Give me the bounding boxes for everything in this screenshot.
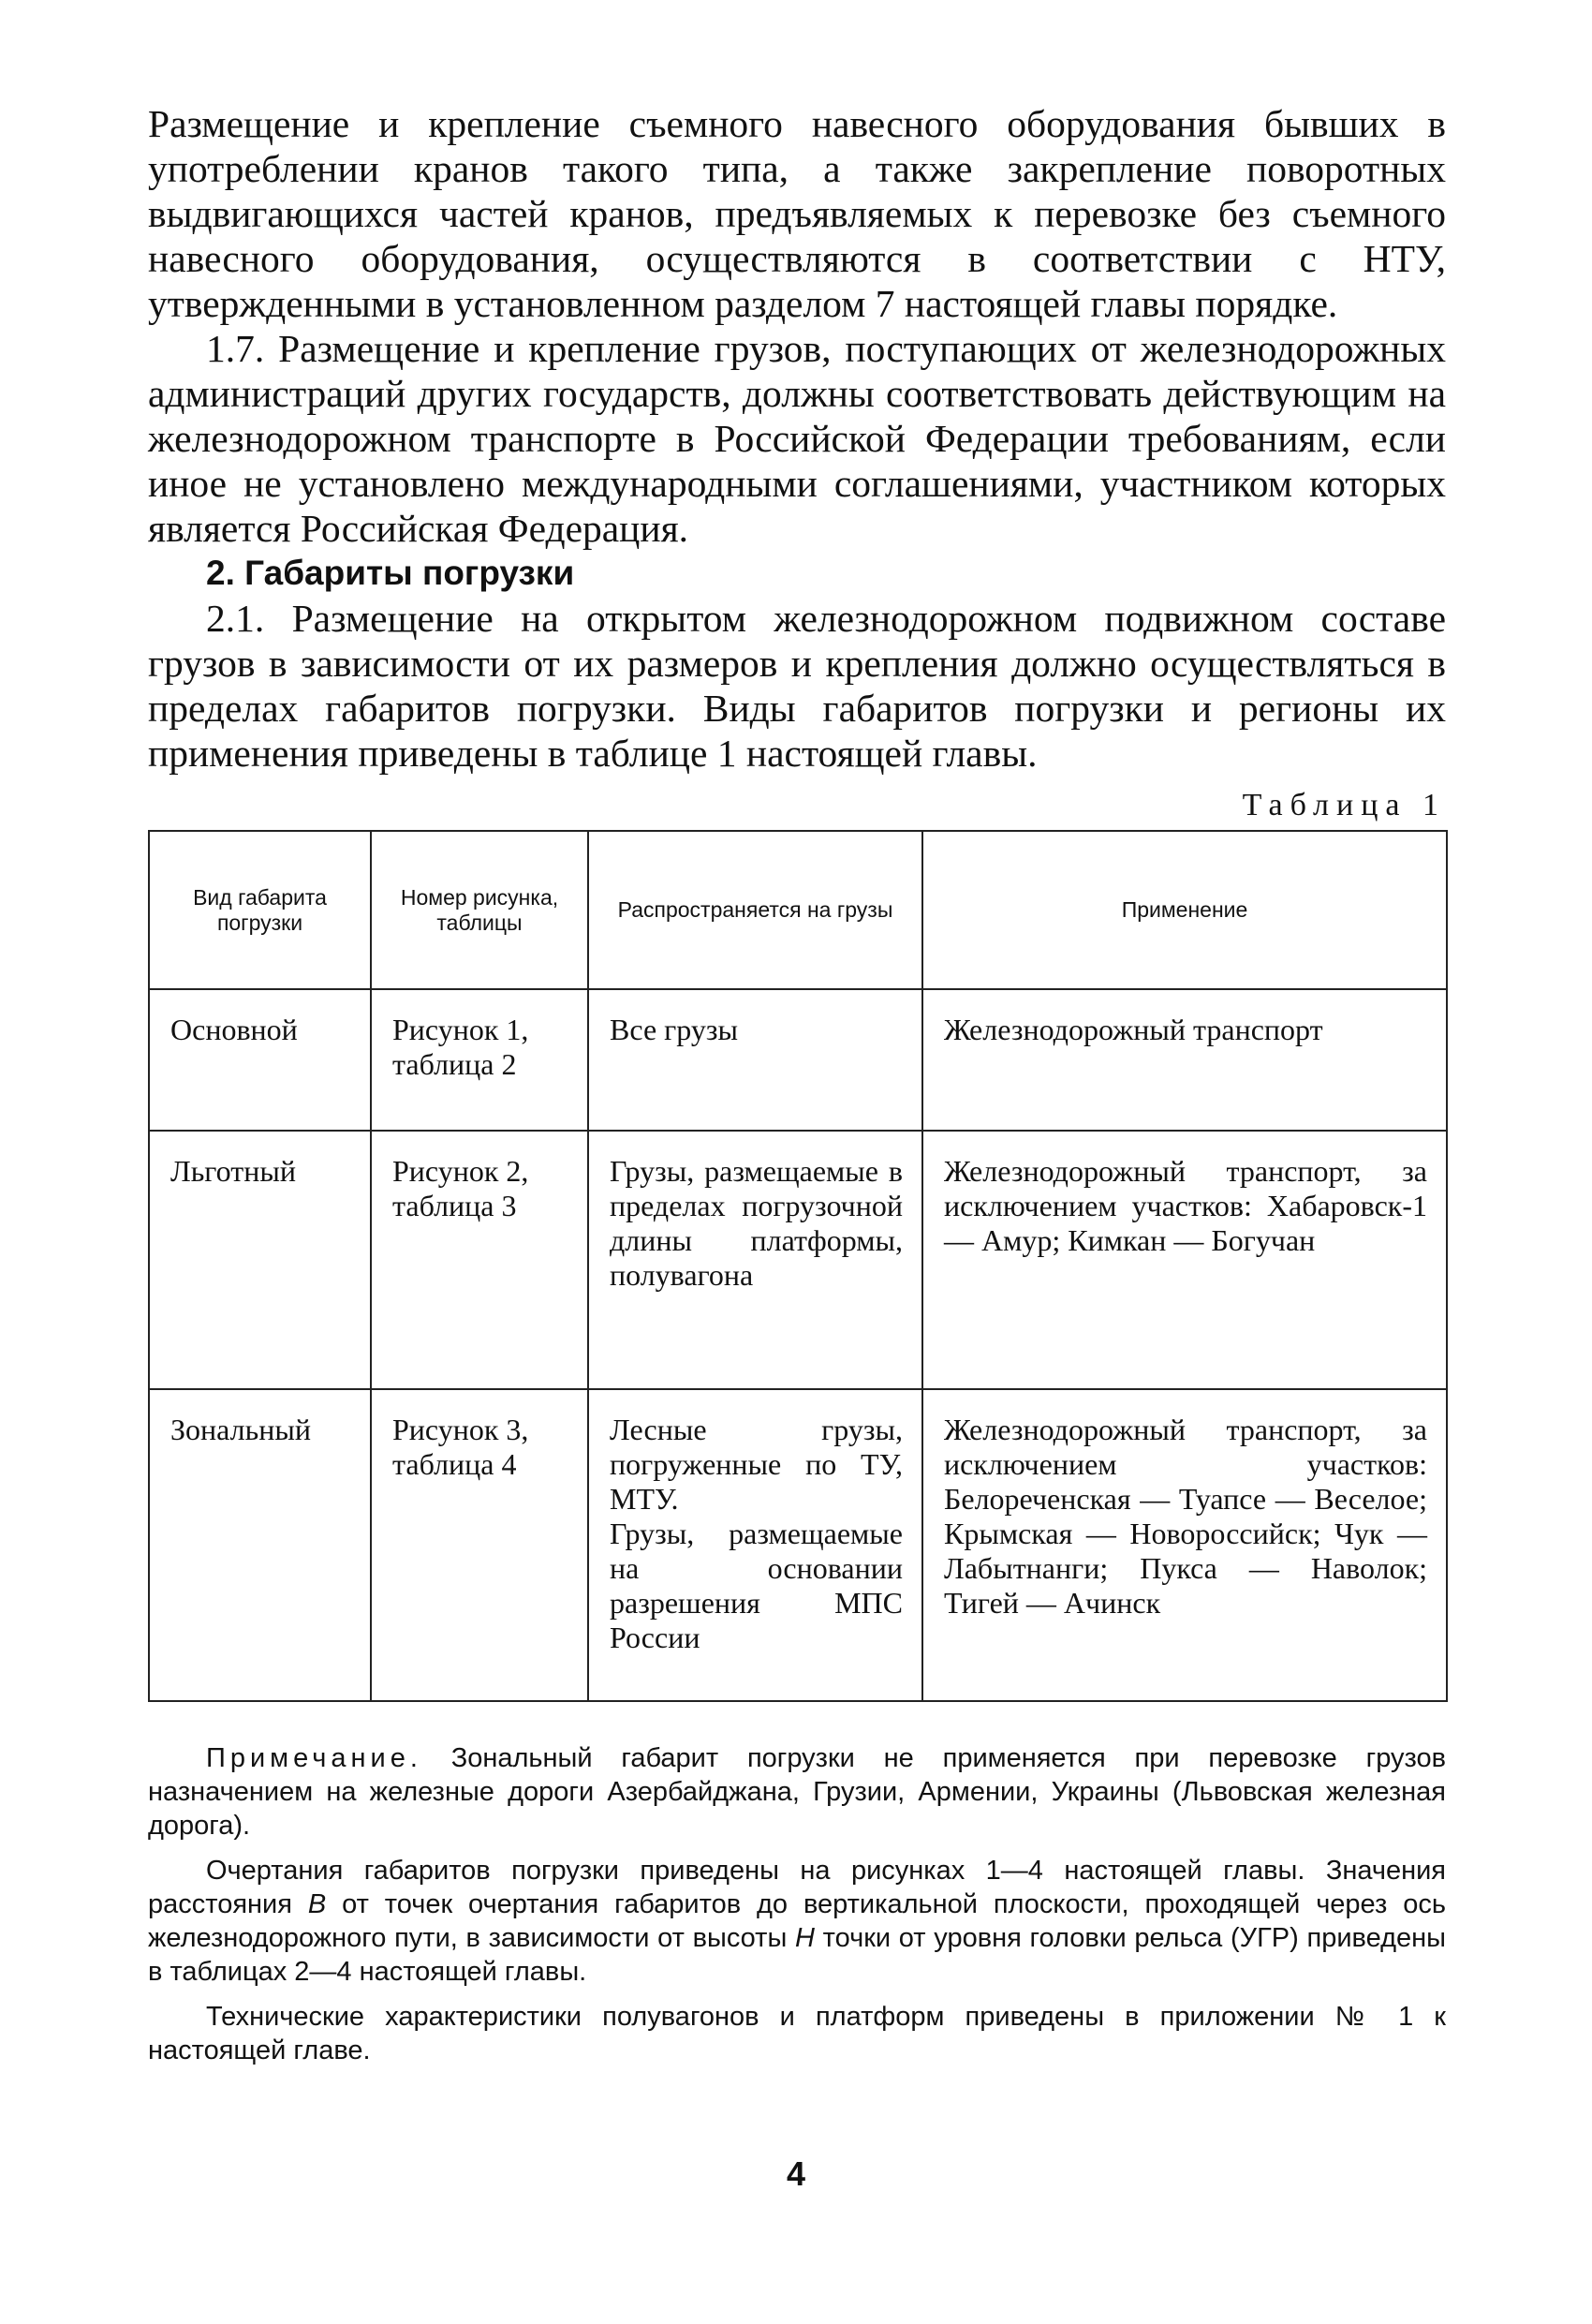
cell-applies-to: Лесные грузы, погруженные по ТУ, МТУ. Грузы, размещаемые на основании разрешения МПС России xyxy=(588,1389,922,1701)
cell-gauge-type: Зональный xyxy=(149,1389,371,1701)
page-number: 4 xyxy=(786,2154,806,2193)
cell-gauge-type: Льготный xyxy=(149,1131,371,1389)
page-content xyxy=(148,101,1446,2079)
technical-specs-note: Технические характеристики полувагонов и платформ приведены в приложении № 1 к настоящей главе. xyxy=(148,2002,1446,2065)
note-label: Примечание. xyxy=(206,1743,422,1773)
note-2-part-c: от точек очертания габаритов до вертикальной плоскости, проходящей через ось железнодорожного пути, в зависимости от высоты xyxy=(148,1889,1446,1953)
header-application: Применение xyxy=(922,831,1447,989)
symbol-h: H xyxy=(795,1923,815,1953)
note-2-part-e: точки от уровня головки рельса (УГР) приведены в таблицах 2—4 настоящей главы. xyxy=(148,1923,1447,1987)
notes-section xyxy=(148,1741,1446,2067)
gauge-table xyxy=(148,830,1448,1702)
cell-application: Железнодорожный транспорт xyxy=(922,989,1447,1131)
cell-applies-to: Грузы, размещаемые в пределах погрузочной длины платформы, полувагона xyxy=(588,1131,922,1389)
header-gauge-type: Вид габарита погрузки xyxy=(149,831,371,989)
paragraph-1: Размещение и крепление съемного навесного оборудования бывших в употреблении кранов такого типа, а также закрепление поворотных выдвигающихся частей кранов, предъявляемых к перевозке без съемного навесного оборудования, осуществляются в соответствии с НТУ, утвержденными в установленном разделом 7 настоящей главы порядке. xyxy=(148,102,1446,325)
paragraph-1-7: 1.7. Размещение и крепление грузов, поступающих от железнодорожных администраций других государств, должны соответствовать действующим на железнодорожном транспорте в Российской Федерации требованиям, если иное не установлено международными соглашениями, участником которых является Российская Федерация. xyxy=(148,327,1446,550)
table-row xyxy=(149,989,1447,1131)
header-applies-to: Распространяется на грузы xyxy=(588,831,922,989)
gauge-outline-note xyxy=(148,1854,1446,1989)
cell-application: Железнодорожный транспорт, за исключением участков: Белореченская — Туапсе — Веселое; Крымская — Новороссийск; Чук — Лабытнанги; Пукса — Наволок; Тигей — Ачинск xyxy=(922,1389,1447,1701)
table-header-row xyxy=(149,831,1447,989)
cell-figure-number: Рисунок 2, таблица 3 xyxy=(371,1131,588,1389)
table-row xyxy=(149,1131,1447,1389)
note-2-part-a: Очертания габаритов погрузки приведены на рисунках 1—4 настоящей главы. Значения расстояния xyxy=(148,1856,1446,1919)
header-figure-number: Номер рисунка, таблицы xyxy=(371,831,588,989)
symbol-b: B xyxy=(307,1889,327,1919)
section-heading: 2. Габариты погрузки xyxy=(206,554,575,592)
paragraph-2-1: 2.1. Размещение на открытом железнодорожном подвижном составе грузов в зависимости от их размеров и крепления должно осуществляться в пределах габаритов погрузки. Виды габаритов погрузки и регионы их применения приведены в таблице 1 настоящей главы. xyxy=(148,597,1446,775)
cell-application: Железнодорожный транспорт, за исключением участков: Хабаровск-1 — Амур; Кимкан — Богучан xyxy=(922,1131,1447,1389)
cell-figure-number: Рисунок 3, таблица 4 xyxy=(371,1389,588,1701)
cell-figure-number: Рисунок 1, таблица 2 xyxy=(371,989,588,1131)
table-row xyxy=(149,1389,1447,1701)
cell-gauge-type: Основной xyxy=(149,989,371,1131)
table-caption: Таблица 1 xyxy=(1242,788,1446,822)
note-text: Зональный габарит погрузки не применяется при перевозке грузов назначением на железные дороги Азербайджана, Грузии, Армении, Украины (Львовская железная дорога). xyxy=(148,1743,1446,1841)
cell-applies-to: Все грузы xyxy=(588,989,922,1131)
table-note xyxy=(148,1741,1446,1843)
